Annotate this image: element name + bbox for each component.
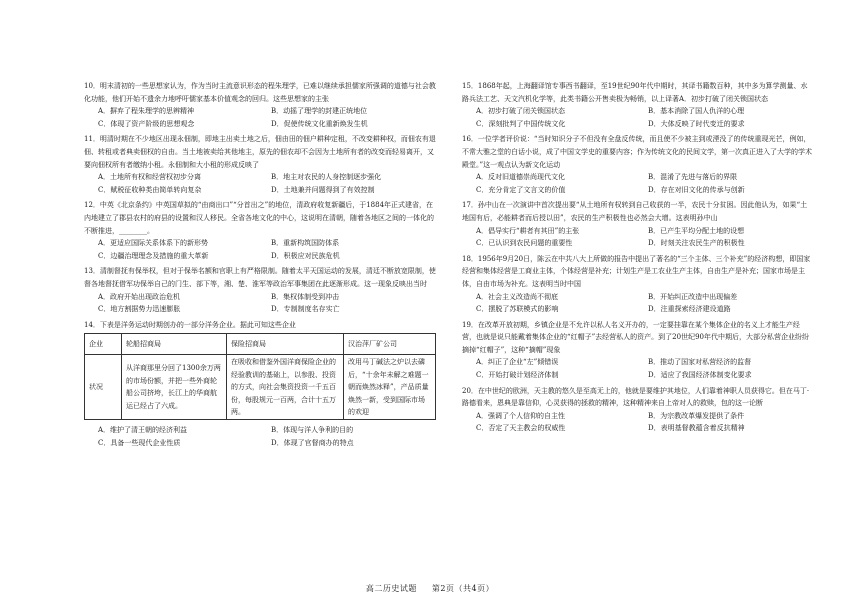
question-14 — [84, 319, 436, 450]
question-11-options — [98, 171, 436, 196]
table-row — [85, 355, 436, 420]
option-d: D．注重探索经济建设道路 — [648, 305, 731, 314]
question-18-stem: 18．1956年9月20日，陈云在中共八大上所做的报告中提出了著名的“三个主体、三个补充”的经济构想，即国家经营和集体经营是工商业主体，个体经营是补充；计划生产是工农业生产主体，自由生产是补充；国家市场是主体，自由市场为补充。这表明当时中国 — [462, 254, 811, 288]
question-16-options — [476, 171, 812, 196]
option-d: D．土地兼并问题得到了有效控制 — [271, 185, 375, 194]
option-b: B．推动了国家对私营经济的监督 — [648, 358, 752, 367]
question-20 — [462, 385, 812, 435]
table-header: 汉治萍厂矿公司 — [344, 334, 436, 355]
question-12 — [84, 199, 436, 262]
option-c: C．赋税征收种类由简单转向复杂 — [98, 185, 202, 194]
option-b: B．基本消除了国人仇洋的心理 — [648, 107, 745, 116]
table-row-label: 状况 — [85, 355, 122, 420]
question-11 — [84, 133, 436, 196]
option-b: B．开始纠正改造中出现偏差 — [648, 292, 738, 301]
option-a: A．政府开始出现政治危机 — [98, 292, 181, 301]
left-column — [84, 80, 436, 453]
table-header: 轮船招商局 — [122, 334, 227, 355]
question-18 — [462, 253, 812, 316]
option-b: B．体现与洋人争利的目的 — [271, 426, 354, 435]
question-20-stem: 20．在中世纪的欧洲，天主教的悠久是至高无上的，他就是要维护其地位，人们靠着神职人员获得它。但在马丁·路德看来，恩典是靠信仰，心灵获得的拯救的精神，这种精神来自上帝对人的救赎，包的这一论断 — [462, 386, 810, 408]
option-d: D．体现了官督商办的特点 — [271, 438, 354, 447]
option-c: C．边疆治理理念及措施的重大革新 — [98, 251, 209, 260]
question-14-stem: 14．下表是洋务运动时期创办的一部分洋务企业。据此可知这些企业 — [84, 320, 296, 329]
question-12-stem: 12．中英《北京条约》中英国草拟的“由商出口”“分首出之”的地位，清政府收复新疆后，于1884年正式建省，在内地建立了郡县农村的府县的设置和汉人移民。全省各地文化的中心，这说明在清朝，随着各地区之间的一体化的不断推进，________。 — [84, 201, 434, 235]
option-c: C．地方割据势力迅速膨胀 — [98, 305, 181, 314]
option-b: B．混淆了先进与落后的界限 — [648, 173, 738, 182]
option-a: A．纠正了企业“左”倾错误 — [476, 358, 559, 367]
table-header-row — [85, 334, 436, 355]
option-a: A．倡导实行“耕者有其田”的主张 — [476, 226, 580, 235]
footer-subject: 高二历史试题 — [365, 584, 417, 593]
option-d: D．大体反映了时代变迁的要求 — [648, 119, 745, 128]
option-a: A．反对旧道德崇尚现代文化 — [476, 173, 566, 182]
question-13 — [84, 265, 436, 315]
question-13-options — [98, 291, 436, 316]
option-c: C．否定了天主教会的权威性 — [476, 424, 566, 433]
question-20-options — [476, 410, 812, 435]
question-15-options — [476, 105, 812, 130]
option-b: B．重新构筑国防体系 — [271, 239, 340, 248]
question-17 — [462, 199, 812, 249]
table-cell: 在吸收和借鉴外国洋商保险企业的经验教训的基础上，以参股、投资的方式，向社会集资投资一千五百份，每股规元一百两，合计十五万两。 — [227, 355, 344, 420]
question-10-stem: 10．明末清初的一些思想家认为，作为当时主流意识形态的程朱理学，已难以继续承担儒家所强调的道德与社会教化功能，他们开始不遗余力地呼吁儒家基本价值观念的回归。这些思想家的主张 — [84, 82, 436, 103]
table-header: 企业 — [85, 334, 122, 355]
question-19-options — [476, 356, 812, 381]
question-12-options — [98, 237, 436, 262]
question-19-stem: 19．在改革开放初期，乡镇企业是不允许以私人名义开办的，一定要挂靠在某个集体企业的名义上才能生产经营，也就是说只能戴着集体企业的“红帽子”去经营私人的资产。到了20世纪90年代中期后，大部分私营企业纷纷摘掉“红帽子”，这种“摘帽”现象 — [462, 320, 809, 354]
option-d: D．存在对旧文化的传承与创新 — [648, 185, 745, 194]
option-a: A．初步打破了闭关锁国状态 — [476, 107, 566, 116]
question-14-options — [98, 424, 436, 449]
question-18-options — [476, 291, 812, 316]
option-a: A．摒弃了程朱理学的思辨精神 — [98, 107, 195, 116]
option-b: B．地主对农民的人身控制逐步强化 — [271, 173, 382, 182]
option-b: B．已产生平均分配土地的设想 — [648, 226, 745, 235]
right-column — [462, 80, 812, 438]
option-c: C．已认识到农民问题的重要性 — [476, 239, 573, 248]
option-a: A．维护了清王朝的经济利益 — [98, 426, 188, 435]
option-b: B．动摇了理学的封建正统地位 — [271, 107, 368, 116]
option-c: C．具备一些现代企业性质 — [98, 438, 181, 447]
table-cell: 改用马丁碱法之炉以去磷后，“十余年未解之难题一朝而焕然冰释”，产品质量焕然一新，受到国际市场的欢迎 — [344, 355, 436, 420]
option-d: D．表明基督教蕴含着反抗精神 — [648, 424, 745, 433]
option-a: A．社会主义改造尚不彻底 — [476, 292, 559, 301]
question-11-stem: 11．明清时期在不少地区出现永佃制，即地主出卖土地之后，佃由田的佃户耕种定租，不改变耕种权，而佃农有退佃、转租或者典卖佃权的自由。当土地被卖给其他地主，原先的佃农却不会因为土地所有者的改变而轻易离开，又要向佃权所有者缴纳小租。永佃制和大小租的形成反映了 — [84, 135, 436, 169]
option-d: D．专制制度名存实亡 — [271, 305, 340, 314]
option-a: A．强调了个人信仰的自主性 — [476, 411, 566, 420]
question-16-stem: 16．一位学者评价说：“当时知识分子不但没有全盘反传统，而且使不少被主到或湮没了的传统重现光芒，例如，不常大雅之堂的白话小说，成了中国文学史的重要内容；作为传统文化的民间文学，第一次真正进入了大学的学术殿堂。”这一观点认为新文化运动 — [462, 135, 812, 169]
table-cell: 从洋商那里分回了1300余万两的市场份额，并把一些外商轮船公司挤垮，长江上的华商航运已经占了六成。 — [122, 355, 227, 420]
option-b: B．为宗教改革爆发提供了条件 — [648, 411, 745, 420]
option-d: D．时刻关注农民生产的积极性 — [648, 239, 745, 248]
question-13-stem: 13．清制督抚有保举权，但对于保举名额和官职上有严格限制。随着太平天国运动的发展，清廷不断放宽限制，使督各地督抚借军功保举自己的门生、部下等，湘、楚、淮军等政治军事集团在此逐渐形成。这一现象反映出当时 — [84, 267, 436, 288]
option-c: C．充分肯定了文言文的价值 — [476, 185, 566, 194]
question-19 — [462, 319, 812, 382]
option-c: C．摆脱了苏联模式的影响 — [476, 305, 559, 314]
footer-page-number: 第2页（共4页） — [431, 584, 495, 593]
option-c: C．体现了资产阶级的思想观念 — [98, 119, 195, 128]
question-17-stem: 17．孙中山在一次演讲中首次提出要“从土地所有权转到自己收获的一半，农民十分贫困。因此他认为，如果“土地国有后，必能耕者而后授以田”，农民的生产积极性也必然会大增。这表明孙中山 — [462, 201, 808, 222]
question-16 — [462, 133, 812, 196]
option-d: D．积极应对民族危机 — [271, 251, 340, 260]
option-d: D．适应了我国经济体制变化要求 — [648, 371, 752, 380]
enterprise-table — [84, 333, 436, 420]
question-15-stem: 15．1868年起，上海翻译馆专事西书翻译，至19世纪90年代中期时，其译书籍数百种，其中多为算学测量、水路兵法工艺、天文汽机化学等，此类书籍公开售卖极为畅销，以上译著A．初步打破了闭关锁国状态 — [462, 82, 808, 103]
question-10 — [84, 80, 436, 130]
page-footer — [0, 583, 860, 594]
table-header: 保险招商局 — [227, 334, 344, 355]
option-b: B．集权体制受到冲击 — [271, 292, 340, 301]
option-a: A．更适应国际关系体系下的新形势 — [98, 239, 209, 248]
option-a: A．土地所有权和经营权初步分离 — [98, 173, 202, 182]
question-17-options — [476, 225, 812, 250]
option-d: D．促使传统文化重新焕发生机 — [271, 119, 368, 128]
question-10-options — [98, 105, 436, 130]
question-15 — [462, 80, 812, 130]
option-c: C．开始打破计划经济体制 — [476, 371, 559, 380]
option-c: C．深刻批判了中国传统文化 — [476, 119, 566, 128]
